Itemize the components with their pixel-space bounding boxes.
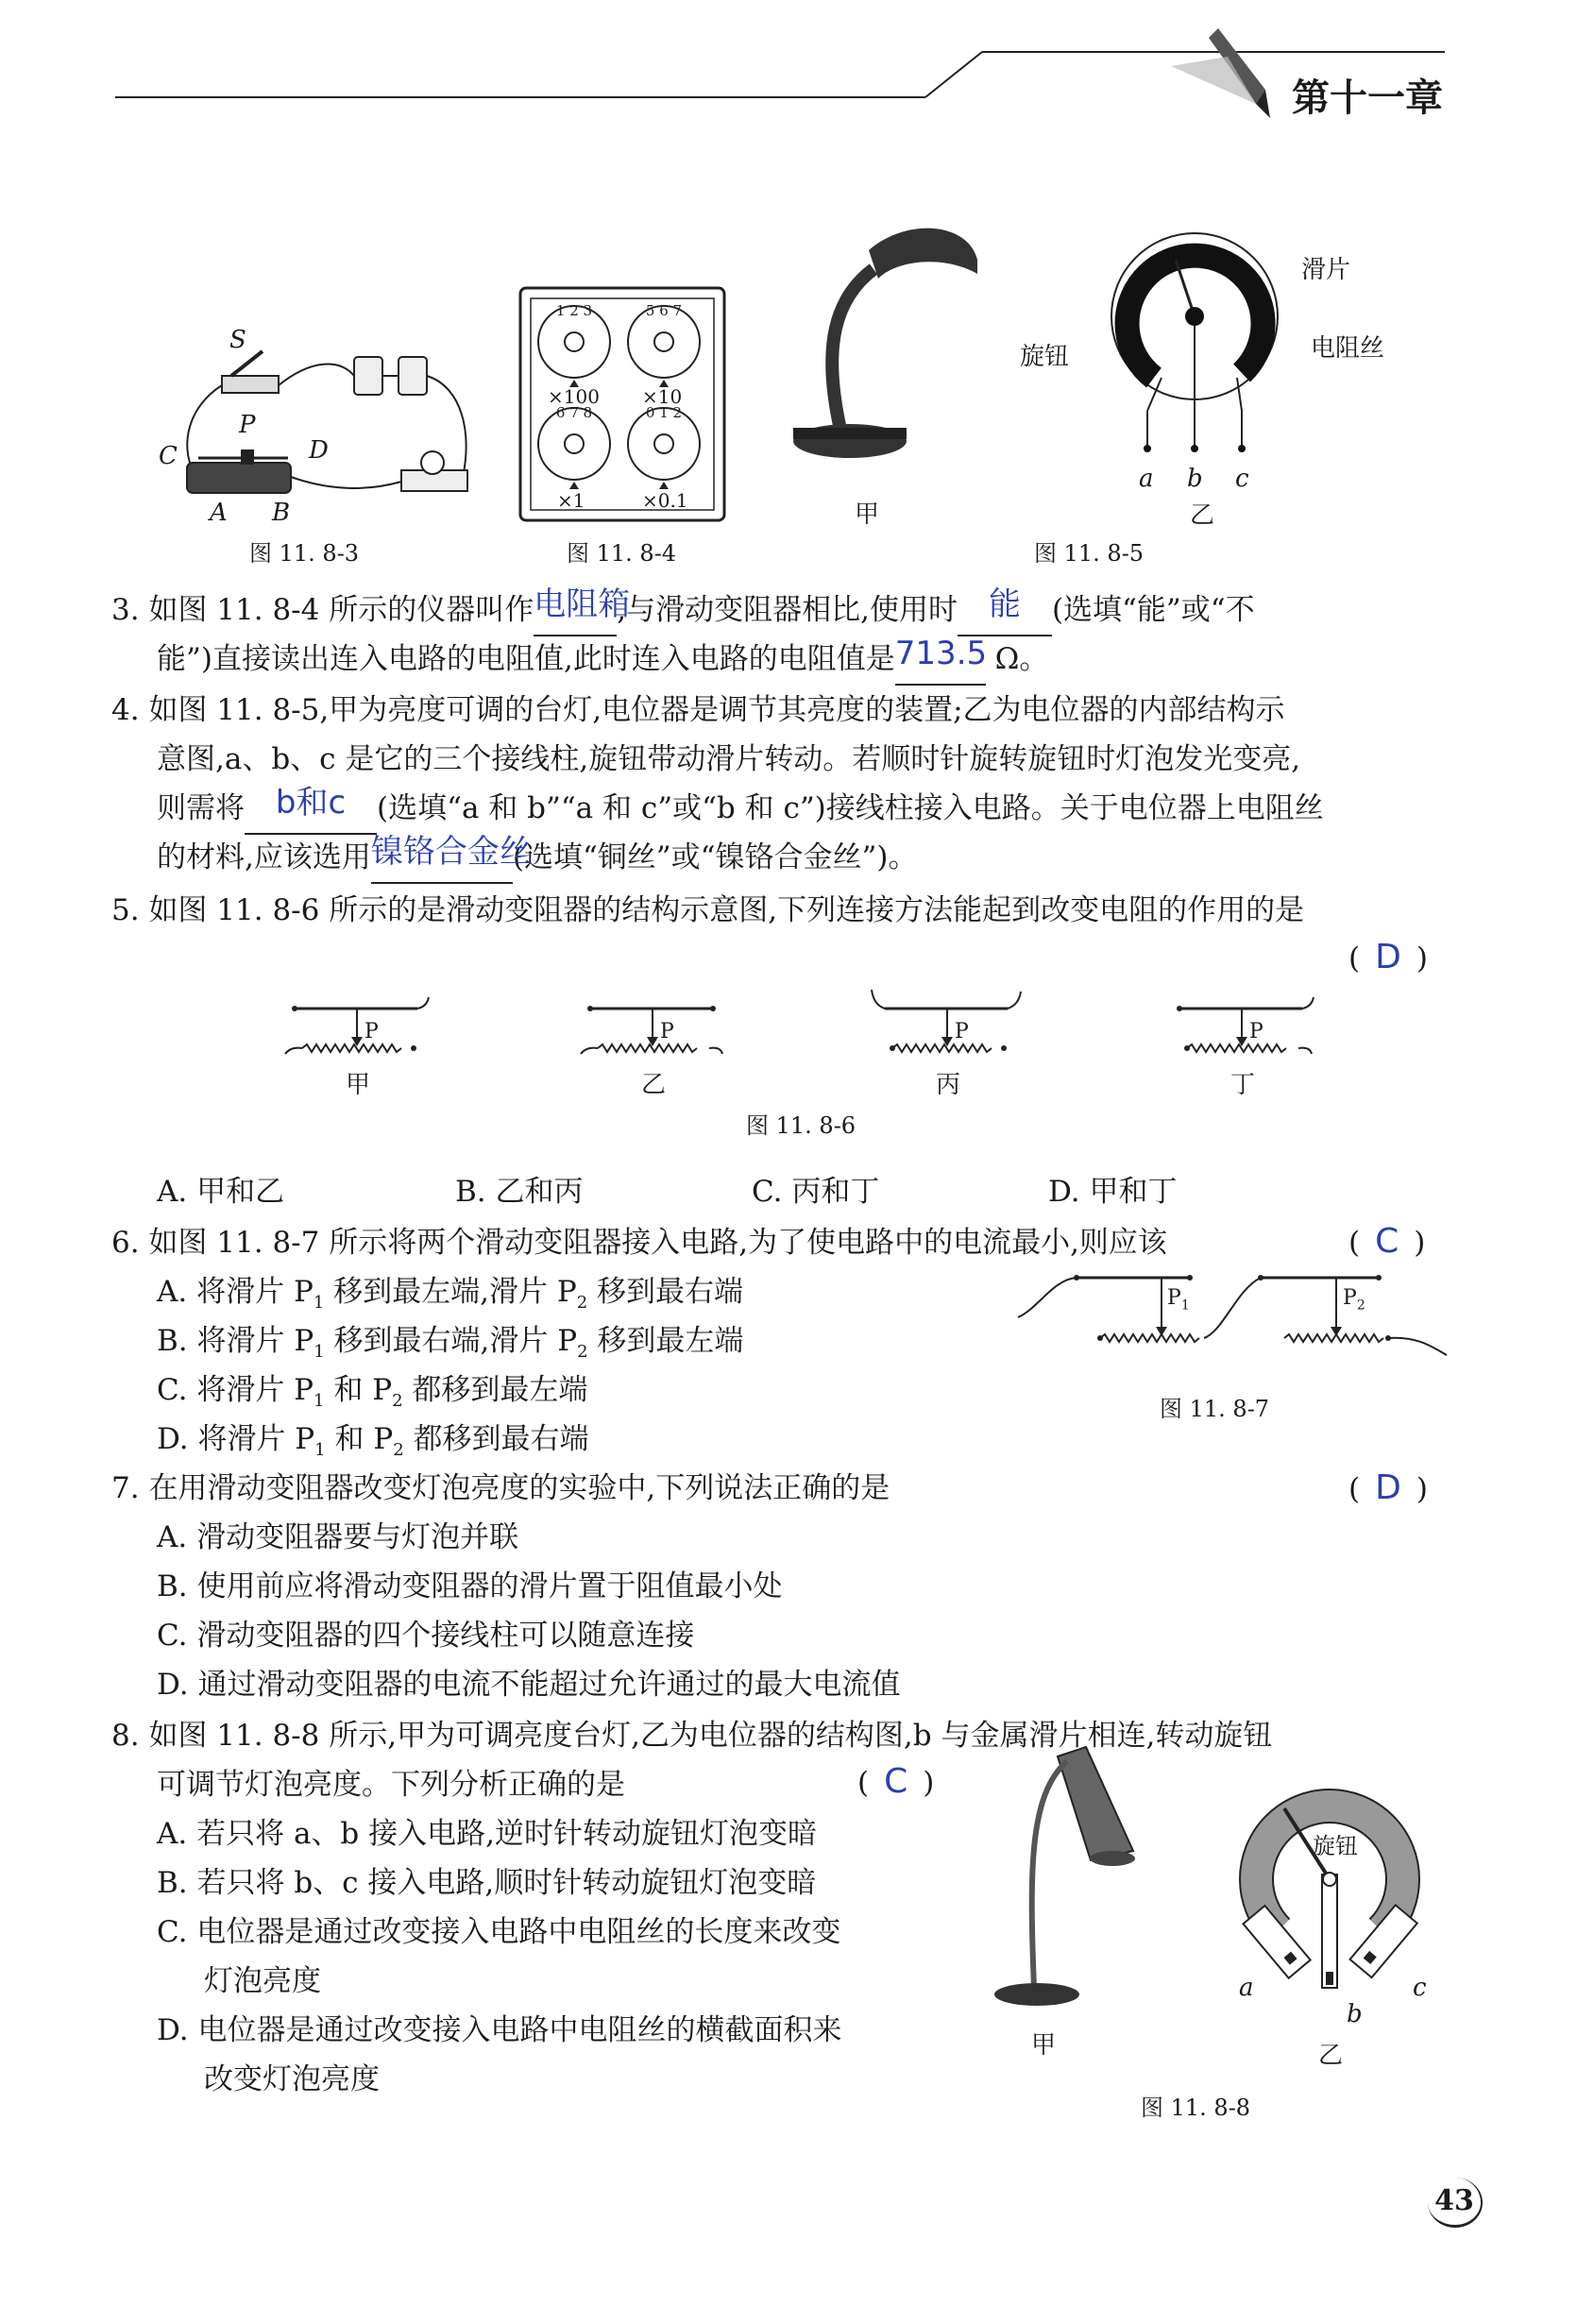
question-text: 如图 11. 8-7 所示将两个滑动变阻器接入电路,为了使电路中的电流最小,则应该 [148,1226,1167,1260]
fig5-label-slider: 滑片 [1301,256,1351,284]
answer-blank [534,585,631,636]
answer-blank [370,833,532,884]
figure-11-8-6-caption: 图 11. 8-6 [746,1112,856,1139]
fig6-name-bing: 丙 [936,1071,961,1099]
pencil-icon [1171,28,1270,118]
question-8-option-d[interactable]: D. 电位器是通过改变接入电路中电阻丝的横截面积来 [157,2013,842,2047]
chapter-title: 第十一章 [1292,76,1443,120]
fig5-term-c: c [1235,465,1249,493]
fig8-term-b: b [1347,2000,1363,2028]
question-7-option-c[interactable]: C. 滑动变阻器的四个接线柱可以随意连接 [157,1619,695,1653]
fig8-label-jia: 甲 [1031,2031,1057,2060]
rheostat-bing [872,990,1021,1052]
dial-multiplier-10: ×10 [642,385,683,408]
fig5-term-a: a [1139,465,1154,493]
figure-11-8-5-lamp [784,212,992,467]
fig6-label-p: P [955,1020,969,1043]
figure-11-8-8-caption: 图 11. 8-8 [1141,2095,1251,2121]
question-text: 的材料,应该选用 [157,840,371,874]
figure-11-8-4-caption: 图 11. 8-4 [567,540,677,567]
fig6-name-ding: 丁 [1230,1071,1256,1099]
question-8-option-b[interactable]: B. 若只将 b、c 接入电路,顺时针转动旋钮灯泡变暗 [157,1866,817,1900]
svg-text:6 7 8: 6 7 8 [555,404,593,421]
handwritten-answer: C [884,1762,908,1801]
question-number: 4. [111,693,140,727]
question-number: 5. [111,893,140,927]
svg-text:5 6 7: 5 6 7 [645,302,683,319]
question-5-option-a[interactable]: A. 甲和乙 [157,1175,285,1209]
question-7-option-d[interactable]: D. 通过滑动变阻器的电流不能超过允许通过的最大电流值 [157,1668,901,1702]
handwritten-answer: 能 [988,585,1021,623]
fig6-name-jia: 甲 [346,1071,371,1099]
question-number: 8. [111,1719,140,1753]
rheostat-ding [1177,997,1314,1054]
question-text: 如图 11. 8-4 所示的仪器叫作 [148,593,534,627]
handwritten-answer: 电阻箱 [534,585,631,623]
dial-multiplier-1: ×1 [557,489,585,512]
dial-multiplier-100: ×100 [548,385,600,408]
question-7-answer-paren: ( D ) [1348,1468,1428,1507]
question-number: 3. [111,593,140,627]
answer-blank [245,784,377,835]
question-8-option-d-cont: 改变灯泡亮度 [204,2062,380,2096]
question-3-line-2 [111,635,1048,686]
figure-11-8-5-caption: 图 11. 8-5 [1034,540,1145,567]
question-7-option-b[interactable]: B. 使用前应将滑动变阻器的滑片置于阻值最小处 [157,1569,783,1603]
question-text: Ω。 [985,642,1049,676]
question-6-option-d[interactable]: D. 将滑片 $P_1$ 和 $P_2$ 都移到最右端 [157,1422,589,1461]
question-5-option-b[interactable]: B. 乙和丙 [455,1175,584,1209]
handwritten-answer: b和c [275,784,347,822]
fig8-term-a: a [1239,1974,1254,2002]
fig5-term-b: b [1187,465,1203,493]
fig3-label-c: C [159,442,178,470]
fig5-label-wire: 电阻丝 [1311,334,1385,363]
question-text: (选填“a 和 b”“a 和 c”或“b 和 c”)接线柱接入电路。关于电位器上电阻丝 [377,791,1324,825]
question-7-line-1 [111,1464,890,1513]
handwritten-answer: C [1375,1222,1399,1261]
answer-blank [895,635,986,686]
question-6-line-1 [111,1218,1167,1267]
fig5-label-yi: 乙 [1190,501,1215,530]
question-text: (选填“铜丝”或“镍铬合金丝”)。 [512,840,918,874]
fig7-label-p2: $P_2$ [1343,1286,1365,1314]
figure-11-8-6-rheostats [274,990,1350,1075]
question-text: 如图 11. 8-6 所示的是滑动变阻器的结构示意图,下列连接方法能起到改变电阻的作用的是 [148,893,1305,927]
question-text: (选填“能”或“不 [1051,593,1255,627]
fig3-label-a: A [210,499,228,527]
question-text: 能”)直接读出连入电路的电阻值,此时连入电路的电阻值是 [157,642,895,676]
fig5-label-jia: 甲 [855,500,880,529]
figure-11-8-3-caption: 图 11. 8-3 [249,540,360,567]
fig6-label-p: P [660,1020,674,1043]
question-6-answer-paren: ( C ) [1348,1222,1426,1261]
fig8-label-knob: 旋钮 [1313,1833,1358,1859]
figure-11-8-7-caption: 图 11. 8-7 [1160,1396,1270,1422]
fig3-label-d: D [309,436,329,465]
question-4-line-3 [111,784,1324,835]
question-5-option-c[interactable]: C. 丙和丁 [752,1175,880,1209]
question-8-answer-paren: ( C ) [857,1762,935,1801]
question-4-line-1 [111,686,1285,735]
svg-text:1 2 3: 1 2 3 [555,302,593,319]
figure-11-8-7-two-rheostats [1010,1261,1454,1374]
rheostat-yi [581,1006,722,1054]
fig3-label-s: S [229,326,246,354]
handwritten-answer: D [1375,1468,1401,1507]
fig7-label-p1: $P_1$ [1167,1286,1190,1314]
question-6-option-c[interactable]: C. 将滑片 $P_1$ 和 $P_2$ 都移到最左端 [157,1373,588,1412]
fig6-name-yi: 乙 [641,1071,667,1099]
question-text: 如图 11. 8-8 所示,甲为可调亮度台灯,乙为电位器的结构图,b 与金属滑片相连,转动旋钮 [148,1719,1273,1753]
question-number: 7. [111,1471,140,1505]
fig8-label-yi: 乙 [1318,2042,1344,2070]
question-text: 则需将 [157,791,245,825]
figure-11-8-8-lamp [992,1738,1162,2021]
question-number: 6. [111,1226,140,1260]
dial-multiplier-0-1: ×0.1 [642,489,688,512]
handwritten-answer: 713.5 [894,635,988,672]
question-6-option-a[interactable]: A. 将滑片 $P_1$ 移到最左端,滑片 $P_2$ 移到最右端 [157,1275,743,1314]
question-5-line-1 [111,886,1304,935]
fig8-term-c: c [1413,1974,1427,2002]
fig3-label-b: B [272,499,291,527]
fig6-label-p: P [1249,1020,1263,1043]
fig6-label-p: P [365,1020,379,1043]
question-5-option-d[interactable]: D. 甲和丁 [1048,1175,1178,1209]
figure-11-8-3-circuit [151,312,491,529]
question-5-answer-paren: ( D ) [1348,938,1428,976]
fig5-label-knob: 旋钮 [1020,343,1070,371]
question-8-line-2: 可调节灯泡亮度。下列分析正确的是 [157,1768,625,1802]
question-text: 在用滑动变阻器改变灯泡亮度的实验中,下列说法正确的是 [148,1471,890,1505]
question-3-line-1 [111,585,1255,636]
handwritten-answer: 镍铬合金丝 [370,833,532,871]
question-text: ,与滑动变阻器相比,使用时 [617,593,958,627]
question-8-option-a[interactable]: A. 若只将 a、b 接入电路,逆时针转动旋钮灯泡变暗 [157,1817,817,1851]
question-8-option-c-cont: 灯泡亮度 [204,1964,321,1998]
handwritten-answer: D [1375,938,1401,976]
fig3-label-p: P [239,411,256,439]
page-number: 43 [1428,2178,1483,2228]
figure-11-8-5-potentiometer [1105,227,1294,491]
question-4-line-4 [111,833,917,884]
question-text: 如图 11. 8-5,甲为亮度可调的台灯,电位器是调节其亮度的装置;乙为电位器的内部结构示 [148,693,1285,727]
svg-text:0 1 2: 0 1 2 [645,404,683,421]
rheostat-jia [285,997,429,1054]
question-6-option-b[interactable]: B. 将滑片 $P_1$ 移到最右端,滑片 $P_2$ 移到最左端 [157,1324,744,1363]
question-4-line-2: 意图,a、b、c 是它的三个接线柱,旋钮带动滑片转动。若顺时针旋转旋钮时灯泡发光变亮, [157,742,1301,776]
question-7-option-a[interactable]: A. 滑动变阻器要与灯泡并联 [157,1520,519,1554]
question-8-option-c[interactable]: C. 电位器是通过改变接入电路中电阻丝的长度来改变 [157,1915,841,1949]
